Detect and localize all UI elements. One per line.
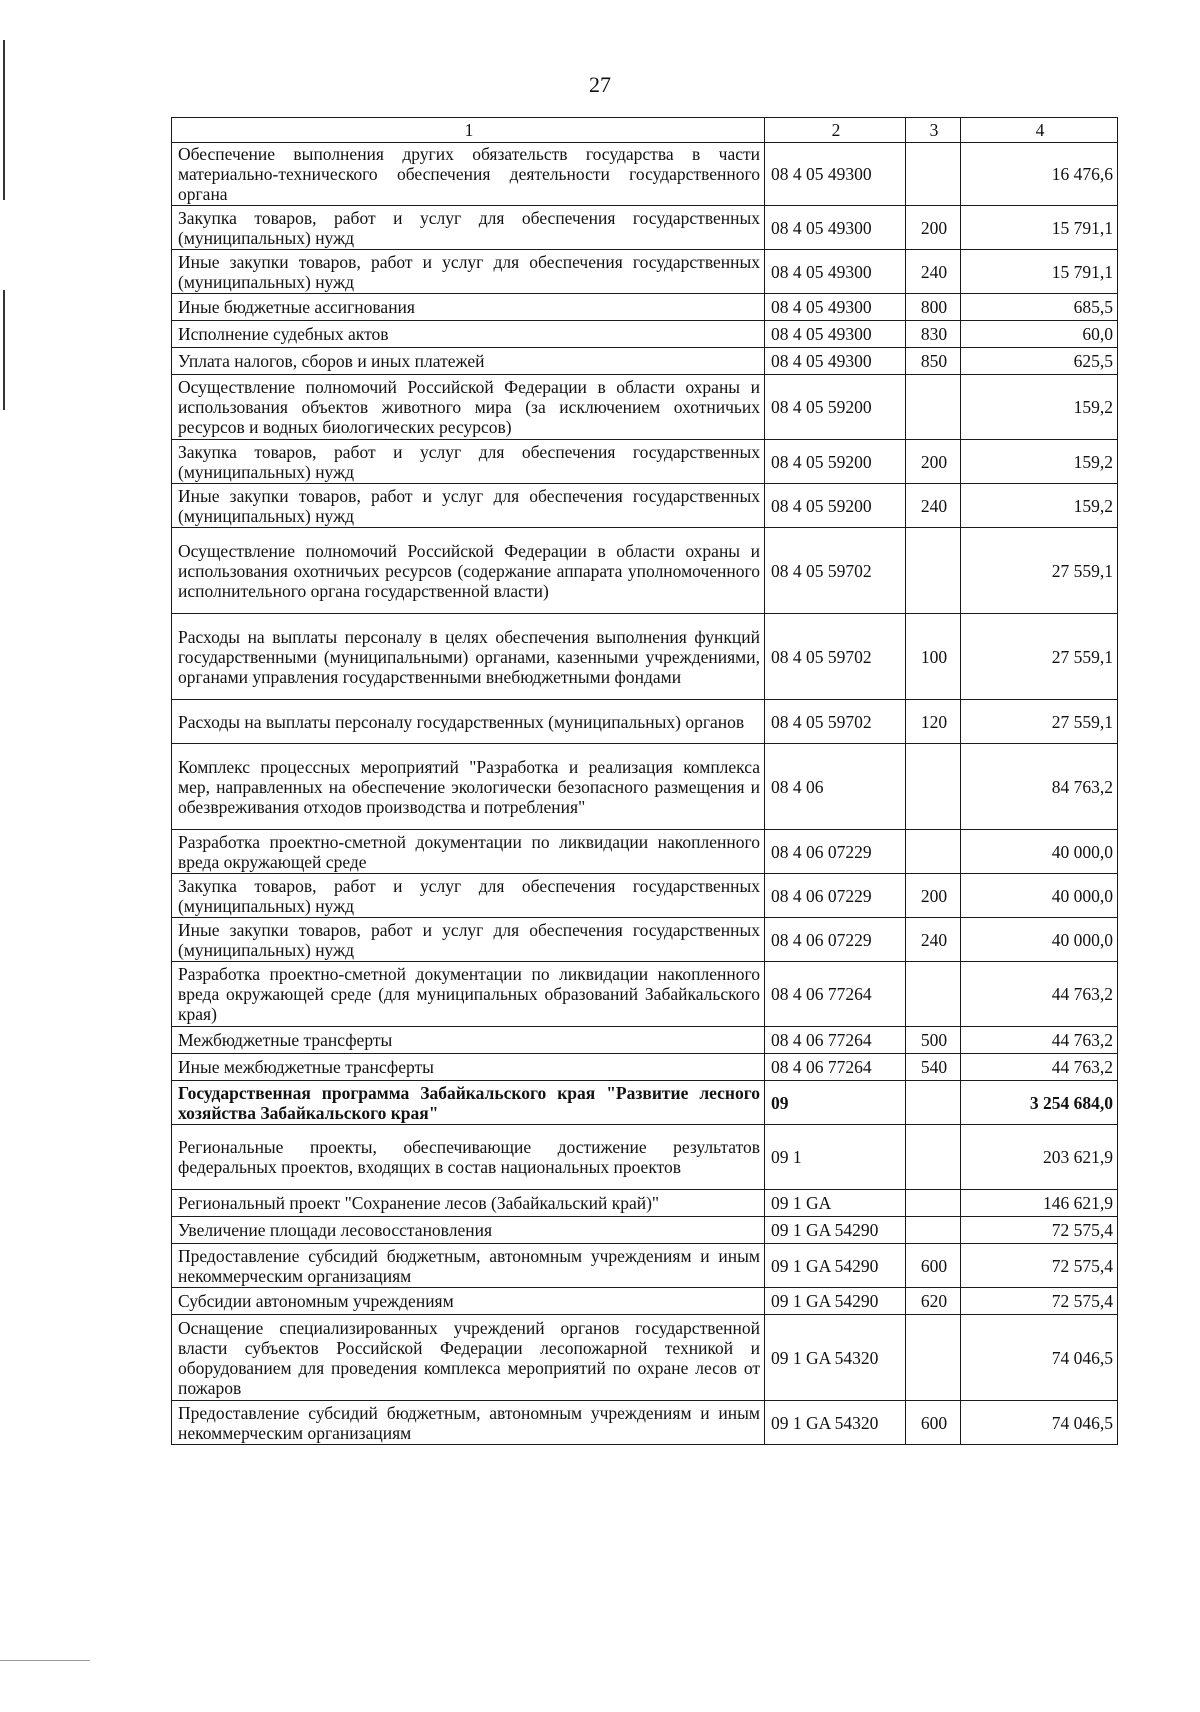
- type-cell: 620: [906, 1288, 961, 1315]
- table-header-row: [172, 118, 1118, 143]
- code-cell: 08 4 06 07229: [765, 830, 906, 874]
- code-cell: 09 1: [765, 1125, 906, 1190]
- table-row: [172, 1125, 1118, 1190]
- type-cell: [906, 1217, 961, 1244]
- name-cell: Расходы на выплаты персоналу государственных (муниципальных) органов: [172, 700, 765, 744]
- type-cell: [906, 375, 961, 440]
- table-row: [172, 484, 1118, 528]
- table-row: [172, 1027, 1118, 1054]
- table-row: [172, 528, 1118, 614]
- name-cell: Иные закупки товаров, работ и услуг для обеспечения государственных (муниципальных) нужд: [172, 250, 765, 294]
- table-row: [172, 1401, 1118, 1445]
- amount-cell: 15 791,1: [961, 250, 1118, 294]
- table-row: [172, 250, 1118, 294]
- amount-cell: 146 621,9: [961, 1190, 1118, 1217]
- table-row: [172, 440, 1118, 484]
- amount-cell: 40 000,0: [961, 874, 1118, 918]
- amount-cell: 159,2: [961, 440, 1118, 484]
- amount-cell: 27 559,1: [961, 700, 1118, 744]
- name-cell: Расходы на выплаты персоналу в целях обеспечения выполнения функций государственными (муниципальными) органами, казенными учреждениями, органами управления государственными внебюджетными фондами: [172, 614, 765, 700]
- code-cell: 09 1 GA 54290: [765, 1288, 906, 1315]
- type-cell: 240: [906, 918, 961, 962]
- type-cell: 200: [906, 206, 961, 250]
- column-header-name: 1: [172, 118, 765, 143]
- table-row: [172, 1244, 1118, 1288]
- name-cell: Закупка товаров, работ и услуг для обеспечения государственных (муниципальных) нужд: [172, 206, 765, 250]
- name-cell: Субсидии автономным учреждениям: [172, 1288, 765, 1315]
- table-row: [172, 874, 1118, 918]
- name-cell: Разработка проектно-сметной документации по ликвидации накопленного вреда окружающей среде: [172, 830, 765, 874]
- name-cell: Оснащение специализированных учреждений органов государственной власти субъектов Российской Федерации лесопожарной техникой и оборудованием для проведения комплекса мероприятий по охране лесов от пожаров: [172, 1315, 765, 1401]
- name-cell: Увеличение площади лесовосстановления: [172, 1217, 765, 1244]
- code-cell: 08 4 05 49300: [765, 348, 906, 375]
- amount-cell: 44 763,2: [961, 1027, 1118, 1054]
- type-cell: [906, 962, 961, 1027]
- name-cell: Обеспечение выполнения других обязательств государства в части материально-технического обеспечения деятельности государственного органа: [172, 143, 765, 206]
- amount-cell: 159,2: [961, 484, 1118, 528]
- type-cell: 850: [906, 348, 961, 375]
- table-row: [172, 830, 1118, 874]
- code-cell: 08 4 05 49300: [765, 143, 906, 206]
- table-row: [172, 294, 1118, 321]
- type-cell: [906, 1125, 961, 1190]
- column-header-amount: 4: [961, 118, 1118, 143]
- type-cell: [906, 744, 961, 830]
- amount-cell: 15 791,1: [961, 206, 1118, 250]
- table-row: [172, 918, 1118, 962]
- code-cell: 08 4 05 59200: [765, 440, 906, 484]
- scan-edge-mark: [0, 1660, 90, 1661]
- name-cell: Региональные проекты, обеспечивающие достижение результатов федеральных проектов, входящих в состав национальных проектов: [172, 1125, 765, 1190]
- table-row: [172, 143, 1118, 206]
- table-row: [172, 962, 1118, 1027]
- amount-cell: 74 046,5: [961, 1401, 1118, 1445]
- table-row: [172, 1190, 1118, 1217]
- code-cell: 08 4 05 59200: [765, 375, 906, 440]
- type-cell: 540: [906, 1054, 961, 1081]
- name-cell: Осуществление полномочий Российской Федерации в области охраны и использования объектов животного мира (за исключением охотничьих ресурсов и водных биологических ресурсов): [172, 375, 765, 440]
- code-cell: 09 1 GA: [765, 1190, 906, 1217]
- name-cell: Государственная программа Забайкальского края "Развитие лесного хозяйства Забайкальского края": [172, 1081, 765, 1125]
- code-cell: 08 4 05 59702: [765, 528, 906, 614]
- amount-cell: 84 763,2: [961, 744, 1118, 830]
- name-cell: Иные межбюджетные трансферты: [172, 1054, 765, 1081]
- type-cell: 240: [906, 250, 961, 294]
- amount-cell: 40 000,0: [961, 830, 1118, 874]
- amount-cell: 27 559,1: [961, 614, 1118, 700]
- name-cell: Иные закупки товаров, работ и услуг для обеспечения государственных (муниципальных) нужд: [172, 484, 765, 528]
- table-row: [172, 206, 1118, 250]
- type-cell: 120: [906, 700, 961, 744]
- name-cell: Региональный проект "Сохранение лесов (Забайкальский край)": [172, 1190, 765, 1217]
- type-cell: [906, 830, 961, 874]
- name-cell: Межбюджетные трансферты: [172, 1027, 765, 1054]
- type-cell: 100: [906, 614, 961, 700]
- code-cell: 08 4 05 49300: [765, 206, 906, 250]
- type-cell: 600: [906, 1401, 961, 1445]
- page-number: 27: [589, 72, 611, 97]
- table-row: [172, 375, 1118, 440]
- code-cell: 08 4 05 59200: [765, 484, 906, 528]
- table-row: [172, 1217, 1118, 1244]
- amount-cell: 27 559,1: [961, 528, 1118, 614]
- name-cell: Исполнение судебных актов: [172, 321, 765, 348]
- name-cell: Комплекс процессных мероприятий "Разработка и реализация комплекса мер, направленных на обеспечение экологически безопасного размещения и обезвреживания отходов производства и потребления": [172, 744, 765, 830]
- type-cell: 200: [906, 440, 961, 484]
- code-cell: 08 4 05 59702: [765, 614, 906, 700]
- table-row: [172, 744, 1118, 830]
- name-cell: Иные закупки товаров, работ и услуг для обеспечения государственных (муниципальных) нужд: [172, 918, 765, 962]
- code-cell: 09 1 GA 54320: [765, 1401, 906, 1445]
- table-row: [172, 1315, 1118, 1401]
- code-cell: 08 4 05 49300: [765, 294, 906, 321]
- amount-cell: 74 046,5: [961, 1315, 1118, 1401]
- type-cell: 200: [906, 874, 961, 918]
- amount-cell: 685,5: [961, 294, 1118, 321]
- amount-cell: 60,0: [961, 321, 1118, 348]
- amount-cell: 625,5: [961, 348, 1118, 375]
- amount-cell: 44 763,2: [961, 962, 1118, 1027]
- amount-cell: 159,2: [961, 375, 1118, 440]
- code-cell: 09 1 GA 54320: [765, 1315, 906, 1401]
- code-cell: 08 4 05 49300: [765, 321, 906, 348]
- amount-cell: 40 000,0: [961, 918, 1118, 962]
- name-cell: Иные бюджетные ассигнования: [172, 294, 765, 321]
- type-cell: [906, 143, 961, 206]
- amount-cell: 3 254 684,0: [961, 1081, 1118, 1125]
- type-cell: [906, 1315, 961, 1401]
- name-cell: Предоставление субсидий бюджетным, автономным учреждениям и иным некоммерческим организациям: [172, 1401, 765, 1445]
- amount-cell: 72 575,4: [961, 1244, 1118, 1288]
- code-cell: 08 4 06 07229: [765, 874, 906, 918]
- amount-cell: 203 621,9: [961, 1125, 1118, 1190]
- type-cell: 240: [906, 484, 961, 528]
- table-row: [172, 348, 1118, 375]
- code-cell: 08 4 06: [765, 744, 906, 830]
- code-cell: 09 1 GA 54290: [765, 1244, 906, 1288]
- code-cell: 08 4 06 77264: [765, 1027, 906, 1054]
- code-cell: 08 4 06 77264: [765, 962, 906, 1027]
- name-cell: Предоставление субсидий бюджетным, автономным учреждениям и иным некоммерческим организациям: [172, 1244, 765, 1288]
- amount-cell: 72 575,4: [961, 1217, 1118, 1244]
- type-cell: 500: [906, 1027, 961, 1054]
- table-row: [172, 614, 1118, 700]
- name-cell: Осуществление полномочий Российской Федерации в области охраны и использования охотничьих ресурсов (содержание аппарата уполномоченного исполнительного органа государственной власти): [172, 528, 765, 614]
- table-row: [172, 321, 1118, 348]
- column-header-type: 3: [906, 118, 961, 143]
- type-cell: [906, 1190, 961, 1217]
- amount-cell: 16 476,6: [961, 143, 1118, 206]
- table-row: [172, 1288, 1118, 1315]
- name-cell: Уплата налогов, сборов и иных платежей: [172, 348, 765, 375]
- budget-table-body: [172, 118, 1118, 1445]
- type-cell: 830: [906, 321, 961, 348]
- type-cell: [906, 528, 961, 614]
- column-header-code: 2: [765, 118, 906, 143]
- table-row: [172, 700, 1118, 744]
- code-cell: 09: [765, 1081, 906, 1125]
- table-row: [172, 1081, 1118, 1125]
- table-row: [172, 1054, 1118, 1081]
- type-cell: [906, 1081, 961, 1125]
- code-cell: 08 4 06 07229: [765, 918, 906, 962]
- binding-edge-mark: [3, 290, 5, 410]
- code-cell: 09 1 GA 54290: [765, 1217, 906, 1244]
- binding-edge-mark: [3, 40, 5, 200]
- name-cell: Разработка проектно-сметной документации по ликвидации накопленного вреда окружающей среде (для муниципальных образований Забайкальского края): [172, 962, 765, 1027]
- code-cell: 08 4 06 77264: [765, 1054, 906, 1081]
- code-cell: 08 4 05 49300: [765, 250, 906, 294]
- amount-cell: 72 575,4: [961, 1288, 1118, 1315]
- type-cell: 600: [906, 1244, 961, 1288]
- name-cell: Закупка товаров, работ и услуг для обеспечения государственных (муниципальных) нужд: [172, 874, 765, 918]
- code-cell: 08 4 05 59702: [765, 700, 906, 744]
- amount-cell: 44 763,2: [961, 1054, 1118, 1081]
- type-cell: 800: [906, 294, 961, 321]
- name-cell: Закупка товаров, работ и услуг для обеспечения государственных (муниципальных) нужд: [172, 440, 765, 484]
- budget-table: [171, 117, 1118, 1445]
